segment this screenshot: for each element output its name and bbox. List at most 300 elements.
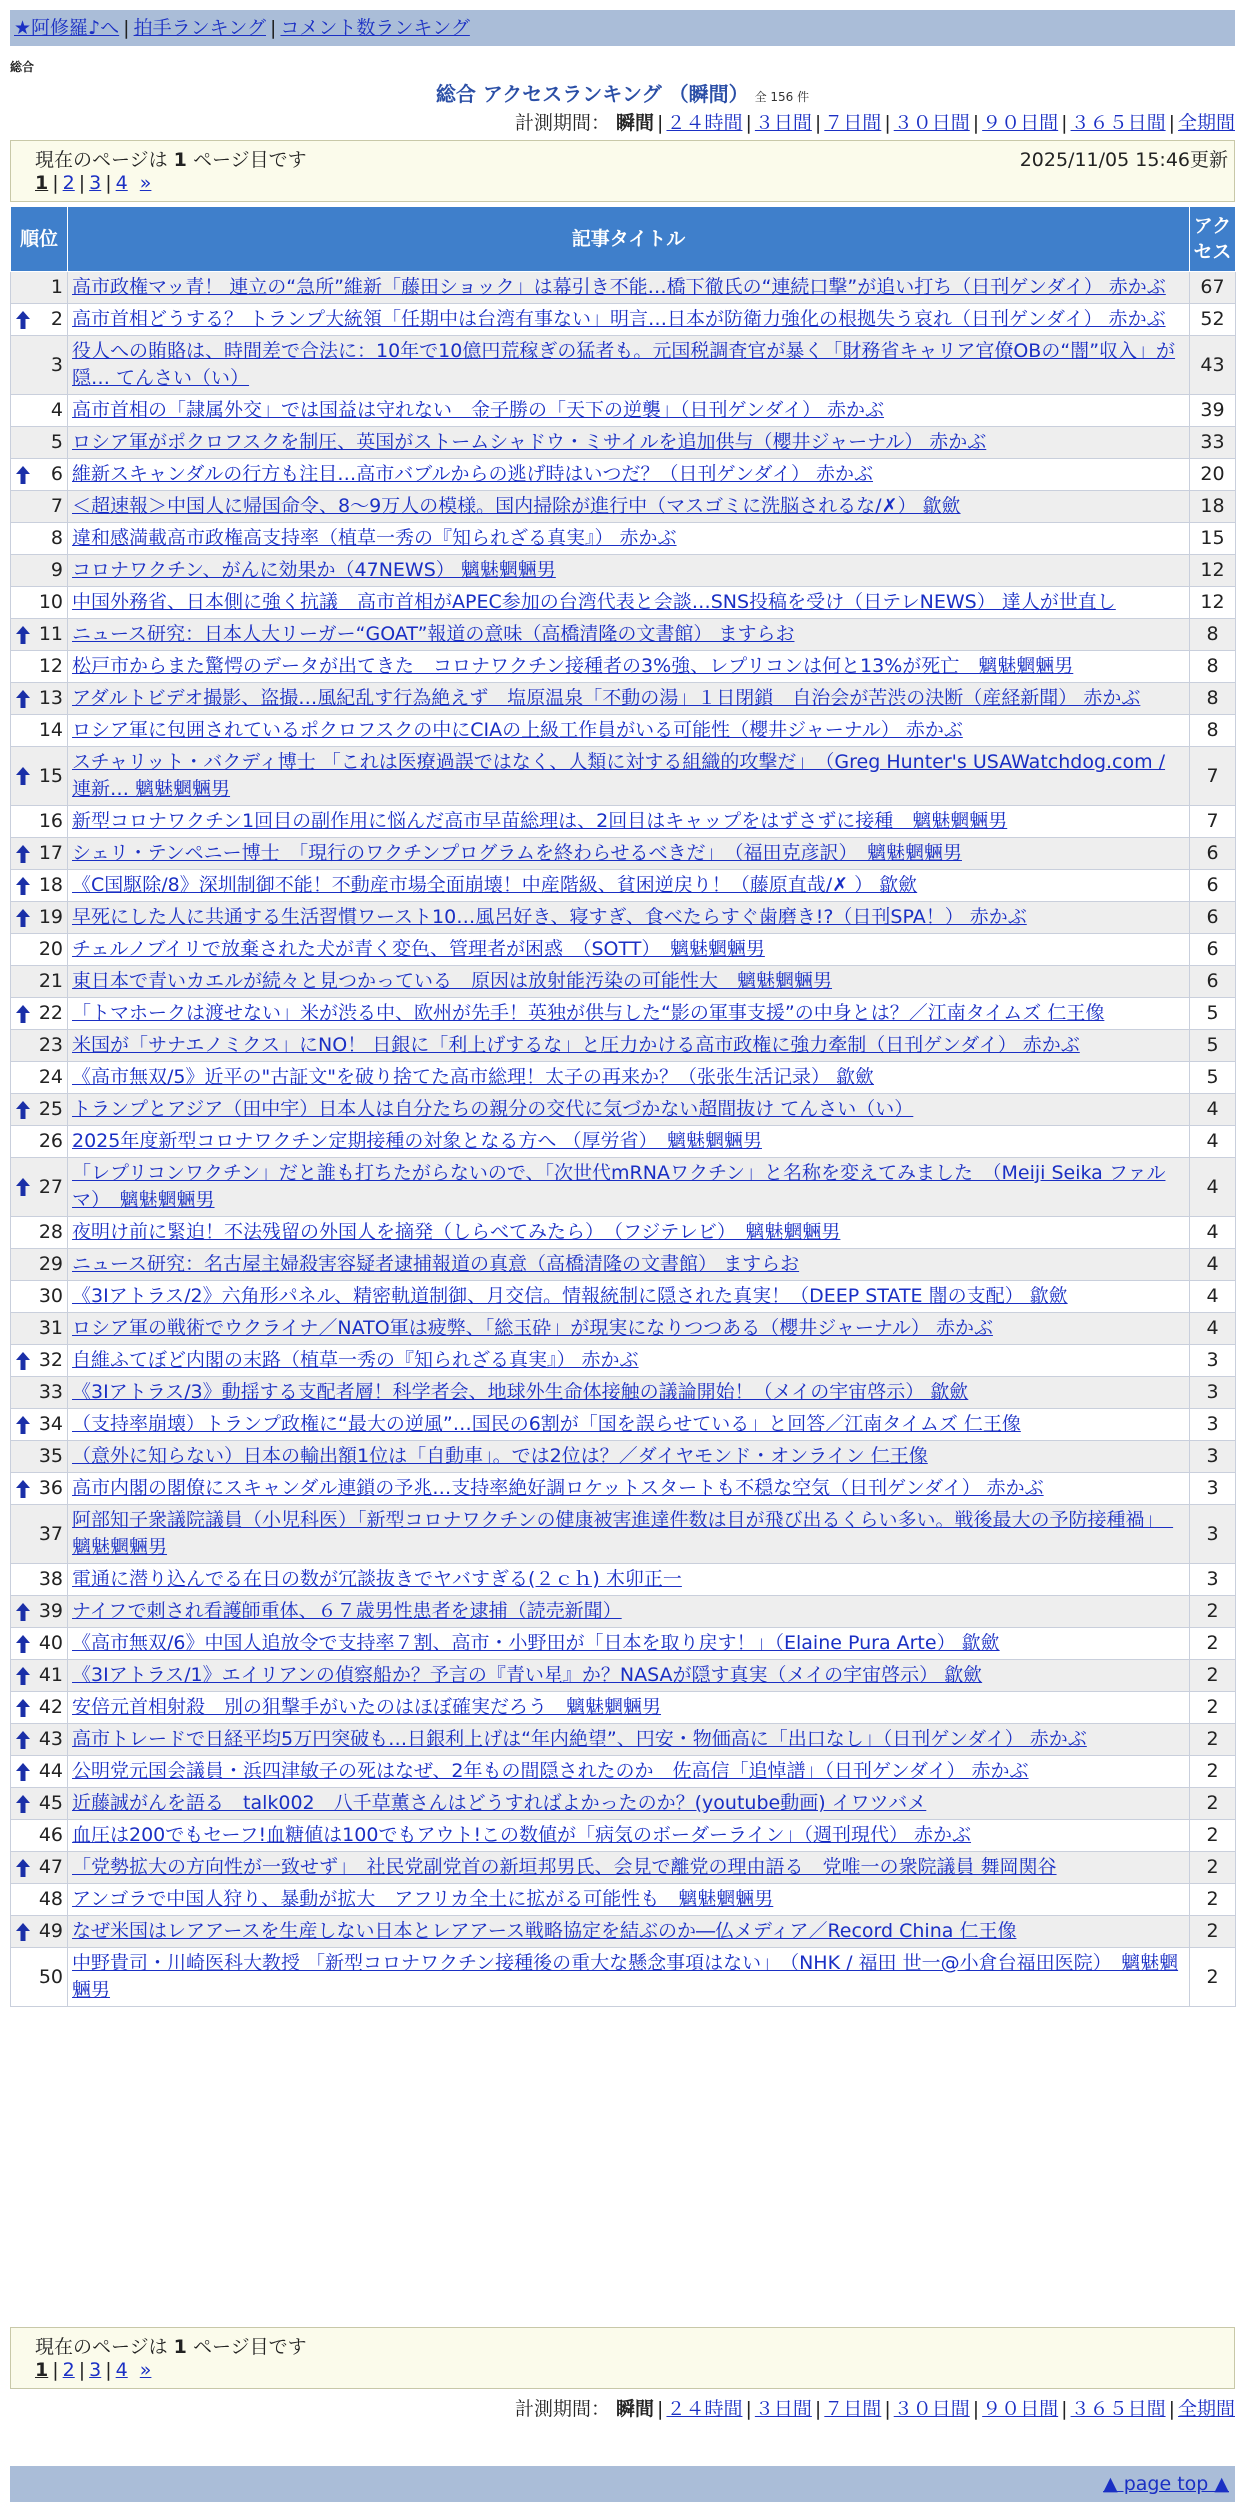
access-count: 2 [1190, 1884, 1236, 1916]
article-link[interactable]: 2025年度新型コロナワクチン定期接種の対象となる方へ （厚労省） 魑魅魍魎男 [72, 1130, 762, 1152]
rank-cell [11, 715, 68, 747]
table-row [11, 1505, 1236, 1564]
rank-number: 15 [38, 764, 63, 787]
title-cell [68, 1377, 1190, 1409]
period-3d[interactable]: ３日間 [754, 112, 812, 134]
rank-number: 14 [38, 719, 63, 741]
rank-cell [11, 304, 68, 336]
access-count: 3 [1190, 1377, 1236, 1409]
access-count: 8 [1190, 619, 1236, 651]
rank-cell [11, 1505, 68, 1564]
rank-number: 9 [50, 559, 63, 581]
access-count: 6 [1190, 934, 1236, 966]
table-row [11, 715, 1236, 747]
title-cell [68, 459, 1190, 491]
access-count: 12 [1190, 555, 1236, 587]
pager-top [10, 140, 1235, 202]
title-cell [68, 1441, 1190, 1473]
rank-number: 12 [38, 655, 63, 677]
period-current-bottom: 瞬間 [616, 2398, 655, 2420]
footer-bar [10, 2466, 1235, 2502]
table-row [11, 1596, 1236, 1628]
article-link[interactable]: 阿部知子衆議院議員（小児科医）「新型コロナワクチンの健康被害進達件数は目が飛び出るくらい多い。戦後最大の予防接種禍」 魑魅魍魎男 [72, 1509, 1174, 1558]
table-row [11, 1409, 1236, 1441]
table-row [11, 587, 1236, 619]
article-link[interactable]: 《3Iアトラス/1》エイリアンの偵察船か？予言の『青い星』か？NASAが隠す真実（メイの宇宙啓示） 歙歛 [72, 1664, 983, 1686]
rank-number: 35 [38, 1445, 63, 1467]
rank-number: 22 [38, 1002, 63, 1024]
title-cell [68, 1249, 1190, 1281]
rank-number: 40 [38, 1632, 63, 1654]
rank-cell [11, 1441, 68, 1473]
period-all-bottom[interactable]: 全期間 [1177, 2398, 1235, 2420]
access-count: 2 [1190, 1660, 1236, 1692]
access-count: 6 [1190, 838, 1236, 870]
article-link[interactable]: 公明党元国会議員・浜四津敏子の死はなぜ、2年もの間隠されたのか 佐高信「追悼譜」（日刊ゲンダイ） 赤かぶ [72, 1760, 1029, 1782]
article-link[interactable]: スチャリット・バクディ博士 「これは医療過誤ではなく、人類に対する組織的攻撃だ」 （Greg Hunter's USAWatchdog.com / 連新… 魑魅魍魎男 [72, 751, 1166, 800]
access-count: 2 [1190, 1756, 1236, 1788]
table-row [11, 1094, 1236, 1126]
rank-cell [11, 1596, 68, 1628]
article-link[interactable]: 「党勢拡大の方向性が一致せず」 社民党副党首の新垣邦男氏、会見で離党の理由語る 党唯一の衆院議員 舞岡関谷 [72, 1856, 1057, 1878]
rank-up-arrow-icon [15, 766, 31, 786]
access-count: 5 [1190, 1062, 1236, 1094]
rank-number: 34 [38, 1413, 63, 1435]
rank-up-arrow-icon [15, 1415, 31, 1435]
rank-cell [11, 1377, 68, 1409]
rank-number: 42 [38, 1696, 63, 1718]
title-cell [68, 1756, 1190, 1788]
article-link[interactable]: ロシア軍に包囲されているポクロフスクの中にCIAの上級工作員がいる可能性（櫻井ジャーナル） 赤かぶ [72, 719, 963, 741]
rank-number: 36 [38, 1477, 63, 1499]
access-count: 8 [1190, 683, 1236, 715]
article-link[interactable]: 新型コロナワクチン1回目の副作用に悩んだ高市早苗総理は、2回目はキャップをはずさずに接種 魑魅魍魎男 [72, 810, 1008, 832]
access-count: 7 [1190, 747, 1236, 806]
access-count: 5 [1190, 1030, 1236, 1062]
access-count: 43 [1190, 336, 1236, 395]
rank-up-arrow-icon [15, 1479, 31, 1499]
rank-cell [11, 747, 68, 806]
top-nav [10, 10, 1235, 46]
page-link-4[interactable]: 4 [115, 172, 128, 194]
rank-up-arrow-icon [15, 625, 31, 645]
table-row [11, 555, 1236, 587]
period-7d-bottom[interactable]: ７日間 [824, 2398, 882, 2420]
page-title-block [0, 78, 1245, 107]
period-3d-bottom[interactable]: ３日間 [754, 2398, 812, 2420]
rank-up-arrow-icon [15, 1634, 31, 1654]
rank-number: 4 [50, 399, 63, 421]
article-link[interactable]: 《3Iアトラス/2》六角形パネル、精密軌道制御、月交信。情報統制に隠された真実！（DEEP STATE 闇の支配） 歙歛 [72, 1285, 1068, 1307]
title-cell [68, 715, 1190, 747]
total-count: 全 156 件 [754, 90, 810, 104]
rank-up-arrow-icon [15, 1602, 31, 1622]
rank-number: 7 [50, 495, 63, 517]
updated-time: 2025/11/05 15:46更新 [1019, 149, 1228, 171]
access-count: 15 [1190, 523, 1236, 555]
rank-cell [11, 1409, 68, 1441]
rank-number: 11 [38, 623, 63, 645]
rank-cell [11, 683, 68, 715]
rank-cell [11, 1313, 68, 1345]
rank-number: 17 [38, 842, 63, 864]
rank-cell [11, 806, 68, 838]
current-page-text: 現在のページは 1 ページ目です [35, 149, 307, 171]
rank-number: 3 [50, 353, 63, 376]
period-24h-bottom[interactable]: ２４時間 [666, 2398, 743, 2420]
article-link[interactable]: 高市首相の「隷属外交」では国益は守れない 金子勝の「天下の逆襲」（日刊ゲンダイ） 赤かぶ [72, 399, 885, 421]
article-link[interactable]: 「トマホークは渡せない」米が渋る中、欧州が先手！英独が供与した“影の軍事支援”の中身とは？／江南タイムズ 仁王像 [72, 1002, 1105, 1024]
rank-number: 47 [38, 1856, 63, 1878]
rank-cell [11, 1724, 68, 1756]
rank-number: 41 [38, 1664, 63, 1686]
rank-cell [11, 902, 68, 934]
table-row [11, 1916, 1236, 1948]
table-row [11, 1281, 1236, 1313]
article-link[interactable]: 高市内閣の閣僚にスキャンダル連鎖の予兆…支持率絶好調ロケットスタートも不穏な空気（日刊ゲンダイ） 赤かぶ [72, 1477, 1044, 1499]
rank-number: 21 [38, 970, 63, 992]
page-next[interactable]: » [139, 172, 152, 194]
title-cell [68, 1724, 1190, 1756]
article-link[interactable]: 早死にした人に共通する生活習慣ワースト10…風呂好き、寝すぎ、食べたらすぐ歯磨き!?（日刊SPA！） 赤かぶ [72, 906, 1027, 928]
rank-cell [11, 1692, 68, 1724]
rank-number: 27 [38, 1175, 63, 1198]
article-link[interactable]: トランプとアジア（田中宇）日本人は自分たちの親分の交代に気づかない超間抜け てんさい（い） [72, 1098, 914, 1120]
article-link[interactable]: 松戸市からまた驚愕のデータが出てきた コロナワクチン接種者の3%強、レプリコンは何と13%が死亡 魑魅魍魎男 [72, 655, 1074, 677]
title-cell [68, 1158, 1190, 1217]
article-link[interactable]: 中野貴司・川崎医科大教授 「新型コロナワクチン接種後の重大な懸念事項はない」 （NHK / 福田 世一@小倉台福田医院） 魑魅魍魎男 [72, 1952, 1179, 2001]
rank-up-arrow-icon [15, 689, 31, 709]
table-row [11, 1345, 1236, 1377]
title-cell [68, 651, 1190, 683]
period-24h[interactable]: ２４時間 [666, 112, 743, 134]
title-cell [68, 1820, 1190, 1852]
nav-separator: | [123, 17, 130, 39]
rank-number: 5 [50, 431, 63, 453]
article-link[interactable]: アンゴラで中国人狩り、暴動が拡大 アフリカ全土に拡がる可能性も 魑魅魍魎男 [72, 1888, 774, 1910]
table-header-row [11, 207, 1236, 272]
period-30d[interactable]: ３０日間 [893, 112, 970, 134]
article-link[interactable]: 電通に潜り込んでる在日の数が冗談抜きでヤバすぎる(２ｃｈ) 木卯正一 [72, 1568, 682, 1590]
table-row [11, 1564, 1236, 1596]
ranking-table [10, 206, 1236, 2007]
rank-number: 30 [38, 1285, 63, 1307]
rank-up-arrow-icon [15, 1794, 31, 1814]
title-cell [68, 806, 1190, 838]
page-top-link[interactable]: ▲ page top ▲ [1103, 2473, 1229, 2495]
article-link[interactable]: 血圧は200でもセーフ!血糖値は100でもアウト!この数値が「病気のボーダーライン」（週刊現代） 赤かぶ [72, 1824, 972, 1846]
table-row [11, 1628, 1236, 1660]
rank-up-arrow-icon [15, 465, 31, 485]
title-cell [68, 998, 1190, 1030]
table-row [11, 870, 1236, 902]
access-count: 3 [1190, 1409, 1236, 1441]
page-link-3[interactable]: 3 [89, 172, 102, 194]
period-all[interactable]: 全期間 [1177, 112, 1235, 134]
period-30d-bottom[interactable]: ３０日間 [893, 2398, 970, 2420]
access-count: 4 [1190, 1217, 1236, 1249]
rank-number: 13 [38, 687, 63, 709]
article-link[interactable]: 高市政権マッ青！ 連立の“急所”維新「藤田ショック」は幕引き不能…橋下徹氏の“連続口撃”が追い打ち（日刊ゲンダイ） 赤かぶ [72, 276, 1166, 298]
table-row [11, 683, 1236, 715]
access-count: 7 [1190, 806, 1236, 838]
rank-number: 29 [38, 1253, 63, 1275]
article-link[interactable]: ナイフで刺され看護師重体、６７歳男性患者を逮捕（読売新聞） [72, 1600, 622, 1622]
title-cell [68, 747, 1190, 806]
rank-cell [11, 427, 68, 459]
title-cell [68, 1852, 1190, 1884]
rank-cell [11, 1788, 68, 1820]
rank-cell [11, 336, 68, 395]
title-cell [68, 870, 1190, 902]
title-cell [68, 1094, 1190, 1126]
title-cell [68, 1596, 1190, 1628]
title-cell [68, 1345, 1190, 1377]
category-tag: 総合 [10, 60, 35, 74]
table-row [11, 619, 1236, 651]
table-row [11, 1473, 1236, 1505]
access-count: 3 [1190, 1473, 1236, 1505]
title-cell [68, 304, 1190, 336]
rank-cell [11, 870, 68, 902]
nav-link-clap-ranking[interactable]: 拍手ランキング [133, 17, 267, 39]
article-link[interactable]: 違和感満載高市政権高支持率（植草一秀の『知られざる真実』） 赤かぶ [72, 527, 677, 549]
access-count: 8 [1190, 715, 1236, 747]
table-row [11, 1820, 1236, 1852]
rank-number: 18 [38, 874, 63, 896]
access-count: 18 [1190, 491, 1236, 523]
table-row [11, 1788, 1236, 1820]
rank-cell [11, 272, 68, 304]
table-row [11, 1217, 1236, 1249]
period-90d-bottom[interactable]: ９０日間 [982, 2398, 1059, 2420]
article-link[interactable]: コロナワクチン、がんに効果か（47NEWS） 魑魅魍魎男 [72, 559, 556, 581]
rank-cell [11, 1820, 68, 1852]
rank-number: 50 [38, 1965, 63, 1988]
rank-number: 25 [38, 1098, 63, 1120]
nav-link-ashura[interactable]: ★阿修羅♪へ [14, 17, 120, 39]
access-count: 2 [1190, 1628, 1236, 1660]
table-row [11, 1948, 1236, 2007]
article-link[interactable]: チェルノブイリで放棄された犬が青く変色、管理者が困惑 （SOTT） 魑魅魍魎男 [72, 938, 765, 960]
table-row [11, 1377, 1236, 1409]
rank-number: 19 [38, 906, 63, 928]
article-link[interactable]: 高市首相どうする？ トランプ大統領「任期中は台湾有事ない」明言…日本が防衛力強化の根拠失う哀れ（日刊ゲンダイ） 赤かぶ [72, 308, 1166, 330]
table-row [11, 304, 1236, 336]
rank-up-arrow-icon [15, 1698, 31, 1718]
title-cell [68, 1884, 1190, 1916]
rank-number: 1 [50, 276, 63, 298]
rank-up-arrow-icon [15, 1666, 31, 1686]
rank-cell [11, 1884, 68, 1916]
title-cell [68, 1564, 1190, 1596]
rank-up-arrow-icon [15, 1004, 31, 1024]
title-cell [68, 491, 1190, 523]
access-count: 4 [1190, 1313, 1236, 1345]
rank-number: 38 [38, 1568, 63, 1590]
period-365d-bottom[interactable]: ３６５日間 [1070, 2398, 1166, 2420]
access-count: 67 [1190, 272, 1236, 304]
article-link[interactable]: 「レプリコンワクチン」だと誰も打ちたがらないので、「次世代mRNAワクチン」と名称を変えてみました （Meiji Seika ファルマ） 魑魅魍魎男 [72, 1162, 1166, 1211]
article-link[interactable]: ニュース研究：日本人大リーガー“GOAT”報道の意味（高橋清隆の文書館） ますらお [72, 623, 795, 645]
access-count: 2 [1190, 1916, 1236, 1948]
article-link[interactable]: 夜明け前に緊迫！不法残留の外国人を摘発（しらべてみたら） （フジテレビ） 魑魅魍魎男 [72, 1221, 841, 1243]
access-count: 5 [1190, 998, 1236, 1030]
period-365d[interactable]: ３６５日間 [1070, 112, 1166, 134]
table-row [11, 1884, 1236, 1916]
rank-number: 6 [50, 463, 63, 485]
access-count: 4 [1190, 1158, 1236, 1217]
article-link[interactable]: 東日本で青いカエルが続々と見つかっている 原因は放射能汚染の可能性大 魑魅魍魎男 [72, 970, 833, 992]
table-row [11, 902, 1236, 934]
table-row [11, 1660, 1236, 1692]
page-title: 総合 アクセスランキング （瞬間） [435, 82, 749, 106]
rank-number: 33 [38, 1381, 63, 1403]
rank-cell [11, 1158, 68, 1217]
title-cell [68, 523, 1190, 555]
title-cell [68, 1916, 1190, 1948]
rank-number: 24 [38, 1066, 63, 1088]
title-cell [68, 838, 1190, 870]
page-link-4-bottom[interactable]: 4 [115, 2359, 128, 2381]
access-count: 12 [1190, 587, 1236, 619]
table-row [11, 1852, 1236, 1884]
article-link[interactable]: 近藤誠がんを語る talk002 八千草薫さんはどうすればよかったのか？(youtube動画) イワツバメ [72, 1792, 927, 1814]
page-current: 1 [35, 172, 49, 194]
rank-cell [11, 1062, 68, 1094]
rank-cell [11, 1948, 68, 2007]
article-link[interactable]: ニュース研究：名古屋主婦殺害容疑者逮捕報道の真意（高橋清隆の文書館） ますらお [72, 1253, 800, 1275]
page-link-2-bottom[interactable]: 2 [62, 2359, 75, 2381]
rank-cell [11, 1249, 68, 1281]
access-count: 4 [1190, 1126, 1236, 1158]
title-cell [68, 336, 1190, 395]
title-cell [68, 1788, 1190, 1820]
article-link[interactable]: 米国が「サナエノミクス」にNO！ 日銀に「利上げするな」と圧力かける高市政権に強力牽制（日刊ゲンダイ） 赤かぶ [72, 1034, 1080, 1056]
rank-cell [11, 1126, 68, 1158]
title-cell [68, 1030, 1190, 1062]
article-link[interactable]: 高市トレードで日経平均5万円突破も…日銀利上げは“年内絶望”、円安・物価高に「出口なし」（日刊ゲンダイ） 赤かぶ [72, 1728, 1087, 1750]
article-link[interactable]: ロシア軍の戦術でウクライナ／NATO軍は疲弊、「総玉砕」が現実になりつつある（櫻井ジャーナル） 赤かぶ [72, 1317, 993, 1339]
access-count: 2 [1190, 1788, 1236, 1820]
access-count: 2 [1190, 1948, 1236, 2007]
title-cell [68, 1505, 1190, 1564]
rank-cell [11, 1281, 68, 1313]
article-link[interactable]: 安倍元首相射殺 別の狙撃手がいたのはほぼ確実だろう 魑魅魍魎男 [72, 1696, 662, 1718]
rank-number: 23 [38, 1034, 63, 1056]
access-count: 52 [1190, 304, 1236, 336]
table-row [11, 747, 1236, 806]
table-row [11, 1030, 1236, 1062]
title-cell [68, 1660, 1190, 1692]
period-7d[interactable]: ７日間 [824, 112, 882, 134]
table-row [11, 523, 1236, 555]
rank-cell [11, 619, 68, 651]
rank-cell [11, 459, 68, 491]
article-link[interactable]: ロシア軍がポクロフスクを制圧、英国がストームシャドウ・ミサイルを追加供与（櫻井ジャーナル） 赤かぶ [72, 431, 987, 453]
article-link[interactable]: 中国外務省、日本側に強く抗議 高市首相がAPEC参加の台湾代表と会談…SNS投稿を受け（日テレNEWS） 達人が世直し [72, 591, 1116, 613]
article-link[interactable]: シェリ・テンペニー博士 「現行のワクチンプログラムを終わらせるべきだ」 （福田克彦訳） 魑魅魍魎男 [72, 842, 962, 864]
rank-cell [11, 1628, 68, 1660]
article-link[interactable]: 役人への賄賂は、時間差で合法に：10年で10億円荒稼ぎの猛者も。元国税調査官が暴く「財務省キャリア官僚OBの“闇”収入」が隠… てんさい（い） [72, 340, 1176, 389]
article-link[interactable]: 《C国駆除/8》深圳制御不能！不動産市場全面崩壊！中産階級、貧困逆戻り！（藤原直哉/✗ ） 歙歛 [72, 874, 918, 896]
article-link[interactable]: ＜超速報＞中国人に帰国命令、8～9万人の模様。国内掃除が進行中（マスゴミに洗脳されるな/✗） 歙歛 [72, 495, 961, 517]
rank-number: 32 [38, 1349, 63, 1371]
article-link[interactable]: なぜ米国はレアアースを生産しない日本とレアアース戦略協定を結ぶのか―仏メディア／Record China 仁王像 [72, 1920, 1017, 1942]
page-link-3-bottom[interactable]: 3 [89, 2359, 102, 2381]
page-link-2[interactable]: 2 [62, 172, 75, 194]
nav-link-comment-ranking[interactable]: コメント数ランキング [280, 17, 470, 39]
rank-number: 45 [38, 1792, 63, 1814]
title-cell [68, 1281, 1190, 1313]
rank-cell [11, 966, 68, 998]
rank-number: 37 [38, 1522, 63, 1545]
rank-up-arrow-icon [15, 1730, 31, 1750]
title-cell [68, 427, 1190, 459]
title-cell [68, 1409, 1190, 1441]
page-next-bottom[interactable]: » [139, 2359, 152, 2381]
table-row [11, 1692, 1236, 1724]
title-cell [68, 1692, 1190, 1724]
article-link[interactable]: 維新スキャンダルの行方も注目…高市バブルからの逃げ時はいつだ？（日刊ゲンダイ） 赤かぶ [72, 463, 874, 485]
title-cell [68, 1062, 1190, 1094]
rank-cell [11, 1345, 68, 1377]
period-90d[interactable]: ９０日間 [982, 112, 1059, 134]
rank-number: 8 [50, 527, 63, 549]
article-link[interactable]: アダルトビデオ撮影、盗撮…風紀乱す行為絶えず 塩原温泉「不動の湯」１日閉鎖 自治会が苦渋の決断（産経新聞） 赤かぶ [72, 687, 1141, 709]
rank-up-arrow-icon [15, 1922, 31, 1942]
title-cell [68, 395, 1190, 427]
article-link[interactable]: 自維ふてぼど内閣の末路（植草一秀の『知られざる真実』） 赤かぶ [72, 1349, 639, 1371]
rank-up-arrow-icon [15, 1177, 31, 1197]
access-count: 6 [1190, 870, 1236, 902]
header-rank: 順位 [11, 207, 68, 272]
article-link[interactable]: 《3Iアトラス/3》動揺する支配者層！科学者会、地球外生命体接触の議論開始！（メイの宇宙啓示） 歙歛 [72, 1381, 969, 1403]
article-link[interactable]: （意外に知らない）日本の輸出額1位は「自動車」。では2位は？／ダイヤモンド・オンライン 仁王像 [72, 1445, 928, 1467]
article-link[interactable]: （支持率崩壊）トランプ政権に“最大の逆風”…国民の6割が「国を誤らせている」と回答／江南タイムズ 仁王像 [72, 1413, 1021, 1435]
title-cell [68, 1313, 1190, 1345]
rank-cell [11, 491, 68, 523]
rank-number: 20 [38, 938, 63, 960]
current-page-text-bottom: 現在のページは 1 ページ目です [35, 2336, 307, 2358]
rank-up-arrow-icon [15, 876, 31, 896]
rank-cell [11, 555, 68, 587]
table-row [11, 651, 1236, 683]
table-row [11, 459, 1236, 491]
access-count: 4 [1190, 1094, 1236, 1126]
article-link[interactable]: 《高市無双/6》中国人追放令で支持率７割、高市・小野田が「日本を取り戻す！」（Elaine Pura Arte） 歙歛 [72, 1632, 1000, 1654]
access-count: 3 [1190, 1441, 1236, 1473]
article-link[interactable]: 《高市無双/5》近平の"古証文"を破り捨てた高市総理！太子の再来か？（张张生活记录） 歙歛 [72, 1066, 875, 1088]
rank-cell [11, 838, 68, 870]
rank-cell [11, 1852, 68, 1884]
title-cell [68, 934, 1190, 966]
rank-cell [11, 1916, 68, 1948]
table-row [11, 1441, 1236, 1473]
title-cell [68, 1473, 1190, 1505]
access-count: 33 [1190, 427, 1236, 459]
rank-number: 46 [38, 1824, 63, 1846]
page-current-bottom: 1 [35, 2359, 49, 2381]
table-row [11, 934, 1236, 966]
rank-number: 2 [50, 308, 63, 330]
access-count: 2 [1190, 1724, 1236, 1756]
table-row [11, 1724, 1236, 1756]
access-count: 8 [1190, 651, 1236, 683]
rank-cell [11, 523, 68, 555]
rank-number: 28 [38, 1221, 63, 1243]
rank-number: 49 [38, 1920, 63, 1942]
